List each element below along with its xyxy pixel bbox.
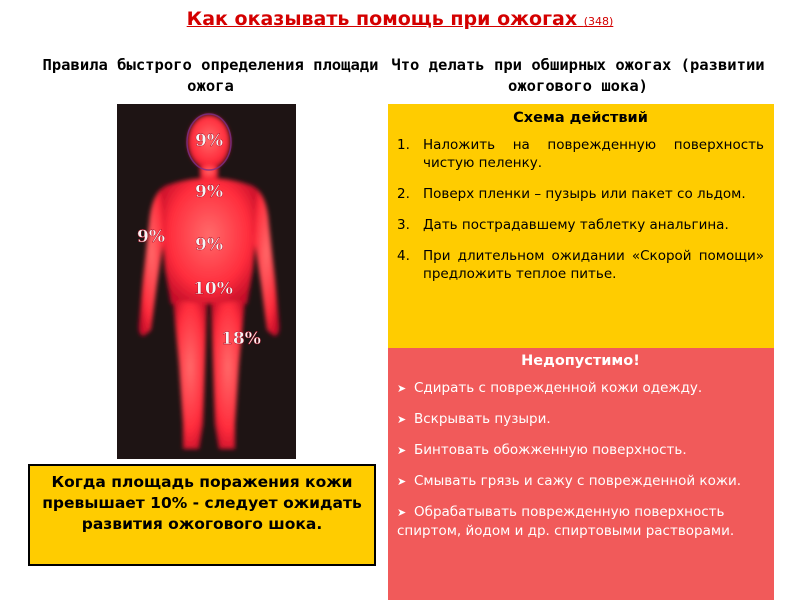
action-scheme-title: Схема действий	[513, 110, 648, 126]
action-steps-list	[397, 136, 764, 283]
list-item	[397, 472, 764, 491]
arrow-bullet-icon: ➤	[397, 444, 407, 457]
step-text: Поверх пленки – пузырь или пакет со льдом.	[423, 186, 746, 202]
forbidden-text: Вскрывать пузыри.	[414, 411, 551, 427]
label-head: 9%	[195, 131, 223, 151]
body-silhouette	[117, 104, 296, 459]
page-reference: (348)	[583, 15, 614, 28]
arrow-bullet-icon: ➤	[397, 506, 407, 519]
step-text: При длительном ожидании «Скорой помощи» предложить теплое питье.	[423, 248, 764, 282]
forbidden-text: Бинтовать обожженную поверхность.	[414, 442, 687, 458]
list-item	[397, 441, 764, 460]
label-pelvis: 10%	[193, 279, 233, 299]
forbidden-title: Недопустимо!	[521, 353, 640, 369]
page-title-text: Как оказывать помощь при ожогах	[186, 8, 578, 30]
label-leg: 18%	[221, 329, 261, 349]
step-number: 1.	[397, 137, 410, 153]
list-item	[397, 136, 764, 172]
shock-warning-note: Когда площадь поражения кожи превышает 10% - следует ожидать развития ожогового шока.	[28, 464, 376, 566]
forbidden-text: Сдирать с поврежденной кожи одежду.	[414, 380, 703, 396]
step-number: 2.	[397, 186, 410, 202]
step-number: 4.	[397, 248, 410, 264]
forbidden-text: Смывать грязь и сажу с поврежденной кожи.	[414, 473, 742, 489]
label-chest: 9%	[195, 182, 223, 202]
left-heading: Правила быстрого определения площади ожога	[42, 56, 379, 95]
step-text: Наложить на поврежденную поверхность чистую пеленку.	[423, 137, 764, 171]
action-scheme-box	[388, 104, 774, 348]
list-item	[397, 410, 764, 429]
forbidden-box	[388, 348, 774, 600]
label-arm: 9%	[137, 227, 165, 247]
label-abdomen: 9%	[195, 235, 223, 255]
arrow-bullet-icon: ➤	[397, 382, 407, 395]
burn-area-figure	[117, 104, 296, 459]
page-title	[0, 8, 800, 30]
step-text: Дать пострадавшему таблетку анальгина.	[423, 217, 729, 233]
list-item	[397, 503, 764, 540]
step-number: 3.	[397, 217, 410, 233]
right-heading: Что делать при обширных ожогах (развитии ожогового шока)	[391, 56, 765, 95]
list-item	[397, 379, 764, 398]
arrow-bullet-icon: ➤	[397, 475, 407, 488]
forbidden-list	[397, 379, 764, 540]
list-item	[397, 247, 764, 283]
list-item	[397, 185, 764, 203]
arrow-bullet-icon: ➤	[397, 413, 407, 426]
forbidden-text: Обрабатывать поврежденную поверхность спиртом, йодом и др. спиртовыми растворами.	[397, 504, 735, 539]
list-item	[397, 216, 764, 234]
